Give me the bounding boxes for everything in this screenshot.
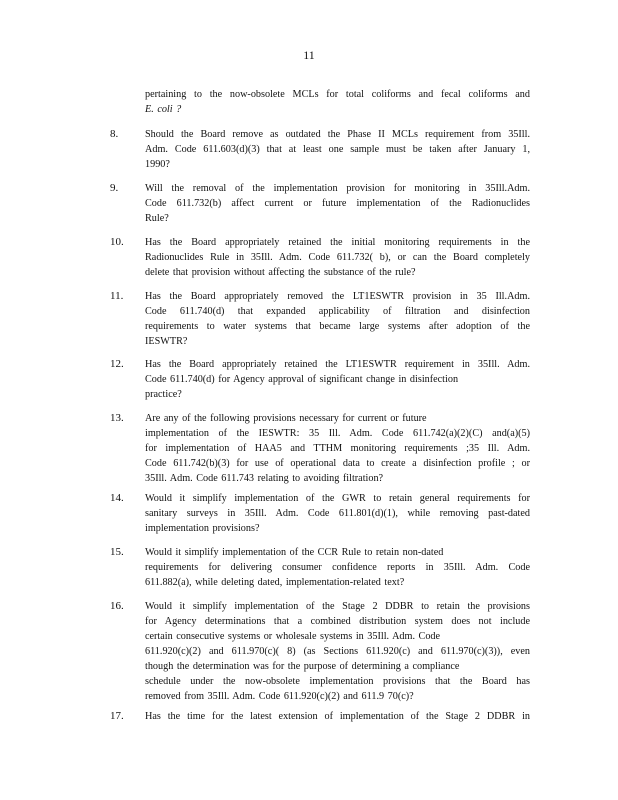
text-line: sanitary surveys in 35Ill. Adm. Code 611.801(d)(1), while removing past-dated [145,508,530,519]
question-text [145,289,530,349]
text-line: Would it simplify implementation of the Stage 2 DDBR to retain the provisions [145,601,530,612]
text-line: Adm. Code 611.603(d)(3) that at least one sample must be taken after January 1, [145,144,530,155]
text-line: Code 611.740(d) for Agency approval of significant change in disinfection [145,374,459,385]
continuation-text [145,87,530,117]
text-line: Has the Board appropriately retained the initial monitoring requirements in the [145,237,530,248]
text-line: Code 611.732(b) affect current or future implementation of the Radionuclides [145,198,530,209]
text-line: IESWTR? [145,336,188,347]
text-line: Code 611.742(b)(3) for use of operational data to create a disinfection profile ; or [145,458,530,469]
text-line: Has the Board appropriately retained the LT1ESWTR requirement in 35Ill. Adm. [145,359,530,370]
text-line: Would it simplify implementation of the CCR Rule to retain non-dated [145,547,444,558]
question-text [145,545,530,590]
question-text [145,181,530,226]
text-line: Has the Board appropriately removed the LT1ESWTR provision in 35 Ill.Adm. [145,291,530,302]
text-line: requirements to water systems that became large systems after adoption of the [145,321,530,332]
text-line: requirements for delivering consumer confidence reports in 35Ill. Adm. Code [145,562,530,573]
text-line: Are any of the following provisions necessary for current or future [145,413,427,424]
text-line: certain consecutive systems or wholesale systems in 35Ill. Adm. Code [145,631,441,642]
text-line: Radionuclides Rule in 35Ill. Adm. Code 611.732( b), or can the Board completely [145,252,530,263]
text-line: E. coli ? [145,104,182,115]
text-line: 1990? [145,159,170,170]
question-number: 11. [110,290,124,302]
question-text [145,357,530,402]
question-text [145,127,530,172]
text-line: implementation provisions? [145,523,260,534]
text-line: 35Ill. Adm. Code 611.743 relating to avoiding filtration? [145,473,384,484]
text-line: Would it simplify implementation of the GWR to retain general requirements for [145,493,530,504]
question-text [145,235,530,280]
question-text [145,491,530,536]
question-text [145,411,530,486]
question-number: 13. [110,412,124,424]
question-number: 17. [110,710,124,722]
text-line: removed from 35Ill. Adm. Code 611.920(c)(2) and 611.9 70(c)? [145,691,414,702]
text-line: 611.920(c)(2) and 611.970(c)( 8) (as Sections 611.920(c) and 611.970(c)(3)), even [145,646,530,657]
text-line: Should the Board remove as outdated the Phase II MCLs requirement from 35Ill. [145,129,530,140]
question-text [145,599,530,704]
text-line: Will the removal of the implementation provision for monitoring in 35Ill.Adm. [145,183,530,194]
text-line: delete that provision without affecting the substance of the rule? [145,267,416,278]
text-line: pertaining to the now-obsolete MCLs for total coliforms and fecal coliforms and [145,89,530,100]
text-line: Has the time for the latest extension of implementation of the Stage 2 DDBR in [145,711,530,722]
question-number: 16. [110,600,124,612]
question-number: 15. [110,546,124,558]
text-line: schedule under the now-obsolete implementation provisions that the Board has [145,676,530,687]
text-line: though the determination was for the purpose of determining a compliance [145,661,460,672]
question-text [145,709,530,724]
text-line: practice? [145,389,182,400]
question-number: 9. [110,182,119,194]
question-number: 12. [110,358,124,370]
text-line: for Agency determinations that a combined distribution system does not include [145,616,530,627]
text-line: Rule? [145,213,169,224]
text-line: implementation of the IESWTR: 35 Ill. Adm. Code 611.742(a)(2)(C) and(a)(5) [145,428,530,439]
page-number: 11 [303,48,315,62]
question-number: 14. [110,492,124,504]
text-line: 611.882(a), while deleting dated, implementation-related text? [145,577,405,588]
text-line: Code 611.740(d) that expanded applicability of filtration and disinfection [145,306,530,317]
question-number: 8. [110,128,119,140]
text-line: for implementation of HAA5 and TTHM monitoring requirements ;35 Ill. Adm. [145,443,530,454]
question-number: 10. [110,236,124,248]
